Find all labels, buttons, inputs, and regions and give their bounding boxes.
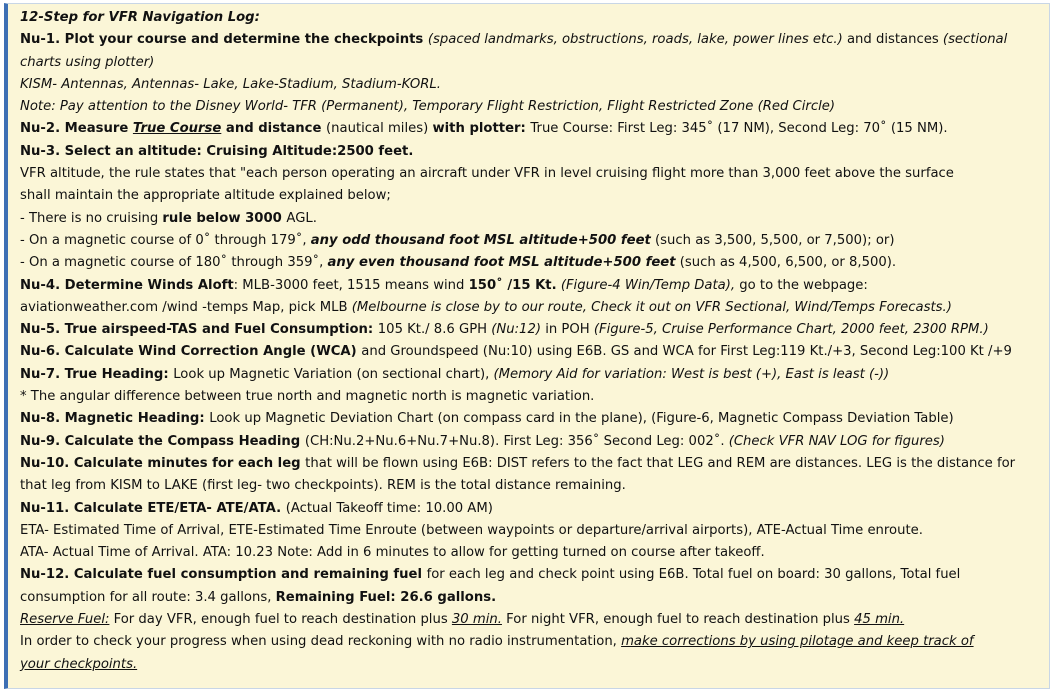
text-run: Remaining Fuel: 26.6 gallons. bbox=[275, 589, 497, 605]
text-run: (Nu:12) bbox=[491, 322, 541, 338]
text-line bbox=[20, 386, 1039, 408]
text-run: (CH:Nu.2+Nu.6+Nu.7+Nu.8). First Leg: 356˚ Second Leg: 002˚. bbox=[304, 433, 729, 449]
text-run: * The angular difference between true north and magnetic north is magnetic variation. bbox=[20, 389, 595, 405]
text-run: Nu-1. Plot your course and determine the checkpoints bbox=[20, 32, 428, 48]
text-run: consumption for all route: 3.4 gallons, bbox=[20, 589, 276, 605]
text-line bbox=[20, 564, 1039, 586]
text-line bbox=[20, 453, 1039, 475]
text-line bbox=[20, 230, 1039, 252]
text-line bbox=[20, 654, 1039, 676]
text-run: aviationweather.com /wind -temps Map, pick MLB bbox=[20, 299, 352, 315]
text-line bbox=[20, 141, 1039, 163]
text-run: your checkpoints. bbox=[20, 656, 138, 672]
text-run: (Memory Aid for variation: West is best (+), East is least (-)) bbox=[493, 366, 890, 382]
text-run: Nu-5. True airspeed-TAS and Fuel Consumption: bbox=[20, 322, 378, 338]
text-run: any even thousand foot MSL altitude+500 feet bbox=[327, 255, 676, 271]
text-run: (sectional bbox=[942, 32, 1008, 48]
text-run: True Course: First Leg: 345˚ (17 NM), Second Leg: 70˚ (15 NM). bbox=[530, 121, 948, 137]
text-run: For night VFR, enough fuel to reach destination plus bbox=[501, 612, 855, 628]
text-run: 105 Kt./ 8.6 GPH bbox=[377, 322, 492, 338]
text-run: (Figure-4 Win/Temp Data), bbox=[556, 277, 736, 293]
text-line bbox=[20, 7, 1039, 29]
text-run: (nautical miles) bbox=[326, 121, 433, 137]
text-line bbox=[20, 475, 1039, 497]
text-line bbox=[20, 431, 1039, 453]
text-run: Nu-6. Calculate Wind Correction Angle (WCA) bbox=[20, 344, 362, 360]
text-run: AGL. bbox=[286, 210, 317, 226]
text-run: VFR altitude, the rule states that "each person operating an aircraft under VFR in level cruising flight more than 3,000 feet above the surface bbox=[20, 166, 954, 182]
text-run: that leg from KISM to LAKE (first leg- two checkpoints). REM is the total distance remaining. bbox=[20, 478, 626, 494]
text-run: rule below 3000 bbox=[162, 210, 287, 226]
text-run: For day VFR, enough fuel to reach destination plus bbox=[109, 612, 452, 628]
text-line bbox=[20, 587, 1039, 609]
text-run: Look up Magnetic Deviation Chart (on compass card in the plane), (Figure-6, Magnetic Compass Deviation Table) bbox=[209, 411, 954, 427]
text-line bbox=[20, 341, 1039, 363]
text-run: Nu-12. Calculate fuel consumption and remaining fuel bbox=[20, 567, 427, 583]
text-run: go to the webpage: bbox=[735, 277, 868, 293]
text-run: Look up Magnetic Variation (on sectional chart), bbox=[173, 366, 494, 382]
text-line bbox=[20, 498, 1039, 520]
text-run: and distances bbox=[842, 32, 943, 48]
text-run: (Check VFR NAV LOG for figures) bbox=[728, 433, 945, 449]
text-run: True Course bbox=[132, 121, 222, 137]
text-run: - On a magnetic course of 0˚ through 179˚, bbox=[20, 232, 311, 248]
text-line bbox=[20, 542, 1039, 564]
text-run: charts using plotter) bbox=[20, 54, 155, 70]
text-run: ATA- Actual Time of Arrival. ATA: 10.23 Note: Add in 6 minutes to allow for getting turned on course after takeoff. bbox=[20, 545, 765, 561]
text-run: 12-Step for VFR Navigation Log: bbox=[20, 10, 260, 25]
text-run: - There is no cruising bbox=[20, 210, 163, 226]
text-line bbox=[20, 408, 1039, 430]
text-run: : MLB-3000 feet, 1515 means wind bbox=[233, 277, 469, 293]
text-run: Nu-3. Select an altitude: Cruising Altitude:2500 feet. bbox=[20, 143, 414, 159]
text-run: ETA- Estimated Time of Arrival, ETE-Estimated Time Enroute (between waypoints or departure/arrival airports), ATE-Actual Time enroute. bbox=[20, 522, 923, 538]
text-line bbox=[20, 118, 1039, 140]
text-run: (Melbourne is close by to our route, Check it out on VFR Sectional, Wind/Temps Forecasts.) bbox=[351, 299, 952, 315]
text-line bbox=[20, 208, 1039, 230]
text-line bbox=[20, 96, 1039, 118]
text-run: Nu-7. True Heading: bbox=[20, 366, 174, 382]
text-line bbox=[20, 364, 1039, 386]
text-line bbox=[20, 631, 1039, 653]
text-line bbox=[20, 609, 1039, 631]
text-run: Nu-2. Measure bbox=[20, 121, 133, 137]
text-run: Nu-11. Calculate ETE/ETA- ATE/ATA. bbox=[20, 500, 286, 516]
text-line bbox=[20, 275, 1039, 297]
text-run: 150˚ /15 Kt. bbox=[468, 277, 557, 293]
text-run: 45 min. bbox=[854, 612, 905, 628]
text-run: and distance bbox=[221, 121, 326, 137]
text-line bbox=[20, 163, 1039, 185]
text-run: shall maintain the appropriate altitude explained below; bbox=[20, 188, 391, 204]
text-line bbox=[20, 520, 1039, 542]
text-run: in POH bbox=[541, 322, 594, 338]
text-run: (spaced landmarks, obstructions, roads, lake, power lines etc.) bbox=[427, 32, 843, 48]
text-run: Reserve Fuel: bbox=[20, 612, 110, 628]
text-run: (Actual Takeoff time: 10.00 AM) bbox=[285, 500, 493, 516]
text-run: Nu-9. Calculate the Compass Heading bbox=[20, 433, 305, 449]
text-run: make corrections by using pilotage and keep track of bbox=[621, 634, 974, 650]
text-run: (such as 4,500, 6,500, or 8,500). bbox=[675, 255, 897, 271]
text-line bbox=[20, 319, 1039, 341]
text-run: Note: Pay attention to the Disney World- TFR (Permanent), Temporary Flight Restriction, Flight Restricted Zone (Red Circle) bbox=[20, 99, 836, 115]
text-run: Nu-10. Calculate minutes for each leg bbox=[20, 455, 306, 471]
text-run: - On a magnetic course of 180˚ through 359˚, bbox=[20, 255, 328, 271]
text-run: 30 min. bbox=[451, 612, 502, 628]
text-run: and Groundspeed (Nu:10) using E6B. GS and WCA for First Leg:119 Kt./+3, Second Leg:100 Kt /+9 bbox=[361, 344, 1012, 360]
text-run: (such as 3,500, 5,500, or 7,500); or) bbox=[650, 232, 895, 248]
text-line bbox=[20, 74, 1039, 96]
text-run: (Figure-5, Cruise Performance Chart, 2000 feet, 2300 RPM.) bbox=[593, 322, 989, 338]
text-run: Nu-4. Determine Winds Aloft bbox=[20, 277, 234, 293]
text-line bbox=[20, 297, 1039, 319]
text-run: for each leg and check point using E6B. Total fuel on board: 30 gallons, Total fuel bbox=[426, 567, 961, 583]
text-run: In order to check your progress when using dead reckoning with no radio instrumentation, bbox=[20, 634, 622, 650]
text-line bbox=[20, 52, 1039, 74]
text-line bbox=[20, 252, 1039, 274]
text-run: Nu-8. Magnetic Heading: bbox=[20, 411, 210, 427]
text-line bbox=[20, 185, 1039, 207]
text-run: that will be flown using E6B: DIST refers to the fact that LEG and REM are distances. LEG is the distance for bbox=[305, 455, 1016, 471]
nav-log-panel bbox=[4, 3, 1050, 689]
text-run: with plotter: bbox=[432, 121, 531, 137]
text-run: any odd thousand foot MSL altitude+500 feet bbox=[310, 232, 651, 248]
text-line bbox=[20, 29, 1039, 51]
text-run: KISM- Antennas, Antennas- Lake, Lake-Stadium, Stadium-KORL. bbox=[20, 76, 441, 92]
